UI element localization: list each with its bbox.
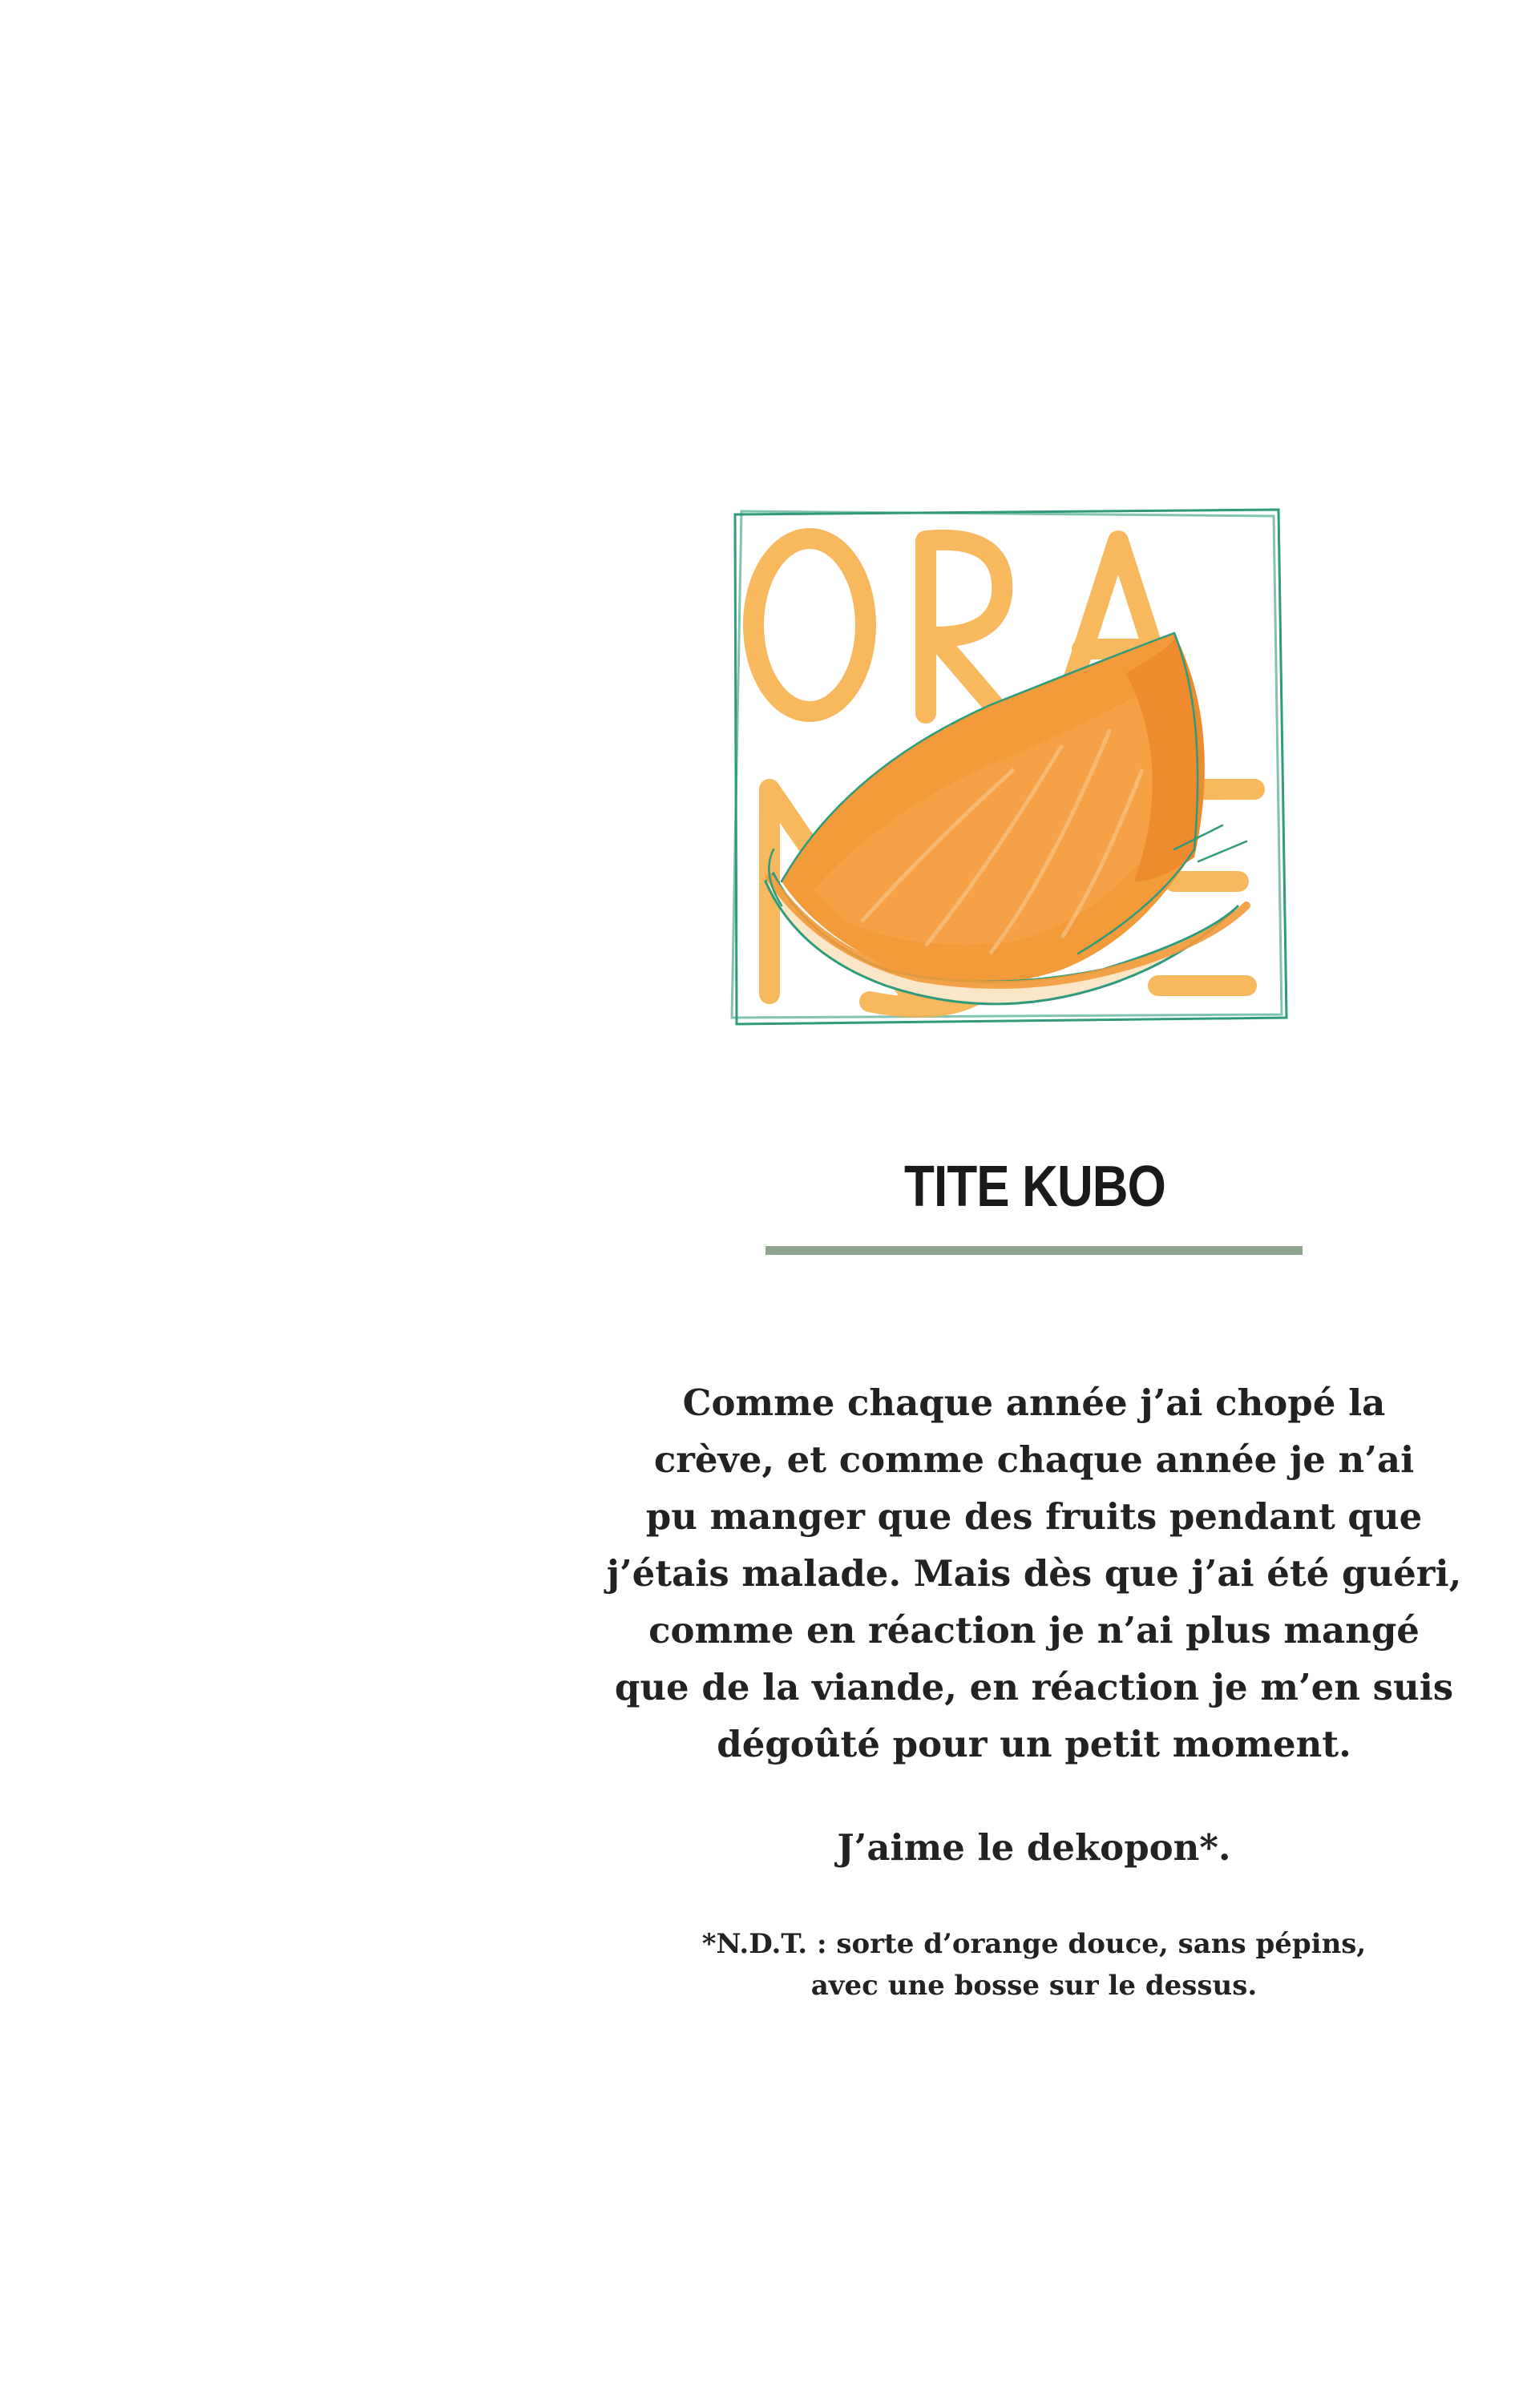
message-line: pu manger que des fruits pendant que: [645, 1495, 1423, 1538]
translator-note: [593, 1923, 1475, 2007]
message-line: Comme chaque année j’ai chopé la: [682, 1381, 1386, 1424]
note-line: *N.D.T. : sorte d’orange douce, sans pépins,: [701, 1928, 1367, 1960]
author-message: [593, 1374, 1475, 1773]
message-line: crève, et comme chaque année je n’ai: [653, 1438, 1415, 1481]
message-line: dégoûté pour un petit moment.: [717, 1723, 1351, 1765]
message-line: que de la viande, en réaction je m’en suis: [614, 1666, 1454, 1708]
message-line: comme en réaction je n’ai plus mangé: [648, 1609, 1420, 1652]
message-line: j’étais malade. Mais dès que j’ai été guéri,: [606, 1552, 1462, 1595]
signoff-text: J’aime le dekopon*.: [837, 1826, 1231, 1869]
orange-illustration: [725, 505, 1295, 1034]
orange-slice-drawing: [725, 505, 1295, 1034]
author-name: TITE KUBO: [904, 1155, 1165, 1219]
note-line: avec une bosse sur le dessus.: [810, 1970, 1258, 2002]
title-divider: [765, 1246, 1303, 1255]
